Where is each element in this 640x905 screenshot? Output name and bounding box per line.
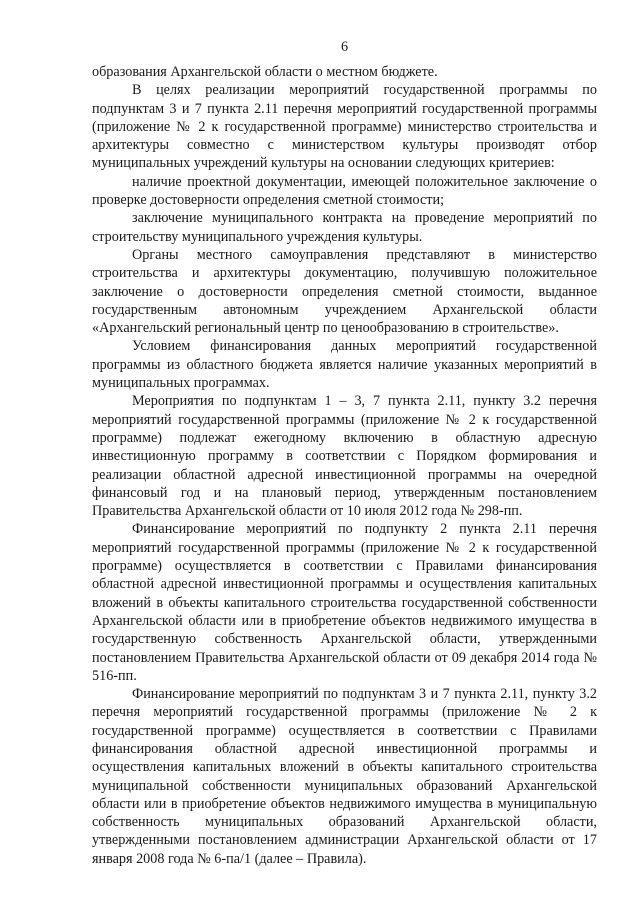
paragraph-continuation: образования Архангельской области о местном бюджете. — [92, 64, 438, 80]
page-number: 6 — [340, 39, 349, 55]
paragraph-investment-program: Мероприятия по подпунктам 1 – 3, 7 пункта 2.11, пункту 3.2 перечня мероприятий государственной программы (приложение № 2 к государственной программе) подлежат ежегодному включению в областную адресную инвестиционную программу в соответствии с Порядком формирования и реализации областной адресной инвестиционной программы на очередной финансовый год и на плановый период, утвержденным постановлением Правительства Архангельской области от 10 июля 2012 года № 298-пп. — [92, 393, 597, 520]
paragraph-criterion-contract: заключение муниципального контракта на проведение мероприятий по строительству муниципального учреждения культуры. — [92, 210, 597, 245]
document-body — [92, 63, 597, 868]
paragraph-financing-state: Финансирование мероприятий по подпункту 2 пункта 2.11 перечня мероприятий государственной программы (приложение № 2 к государственной программе) осуществляется в соответствии с Правилами финансирования областной адресной инвестиционной программы и осуществления капитальных вложений в объекты капитального строительства государственной собственности Архангельской области или в приобретение объектов недвижимого имущества в государственную собственность Архангельской области, утвержденными постановлением Правительства Архангельской области от 09 декабря 2014 года № 516-пп. — [92, 521, 597, 684]
paragraph-funding-condition: Условием финансирования данных мероприятий государственной программы из областного бюджета является наличие указанных мероприятий в муниципальных программах. — [92, 338, 597, 392]
paragraph-financing-municipal: Финансирование мероприятий по подпунктам 3 и 7 пункта 2.11, пункту 3.2 перечня мероприятий государственной программы (приложение № 2 к государственной программе) осуществляется в соответствии с Правилами финансирования областной адресной инвестиционной программы и осуществления капитальных вложений в объекты капитального строительства муниципальной собственности муниципальных образований Архангельской области или в приобретение объектов недвижимого имущества в муниципальную собственность муниципальных образований Архангельской области, утвержденными постановлением администрации Архангельской области от 17 января 2008 года № 6-па/1 (далее – Правила). — [92, 686, 597, 867]
paragraph-selection-goals: В целях реализации мероприятий государственной программы по подпунктам 3 и 7 пункта 2.11 перечня мероприятий государственной программы (приложение № 2 к государственной программе) министерство строительства и архитектуры совместно с министерством культуры производят отбор муниципальных учреждений культуры на основании следующих критериев: — [92, 82, 597, 172]
paragraph-criterion-design-docs: наличие проектной документации, имеющей положительное заключение о проверке достоверности определения сметной стоимости; — [92, 173, 597, 209]
paragraph-local-authorities: Органы местного самоуправления представляют в министерство строительства и архитектуры документацию, получившую положительное заключение о достоверности определения сметной стоимости, выданное государственным автономным учреждением Архангельской области «Архангельский региональный центр по ценообразованию в строительстве». — [92, 246, 597, 337]
